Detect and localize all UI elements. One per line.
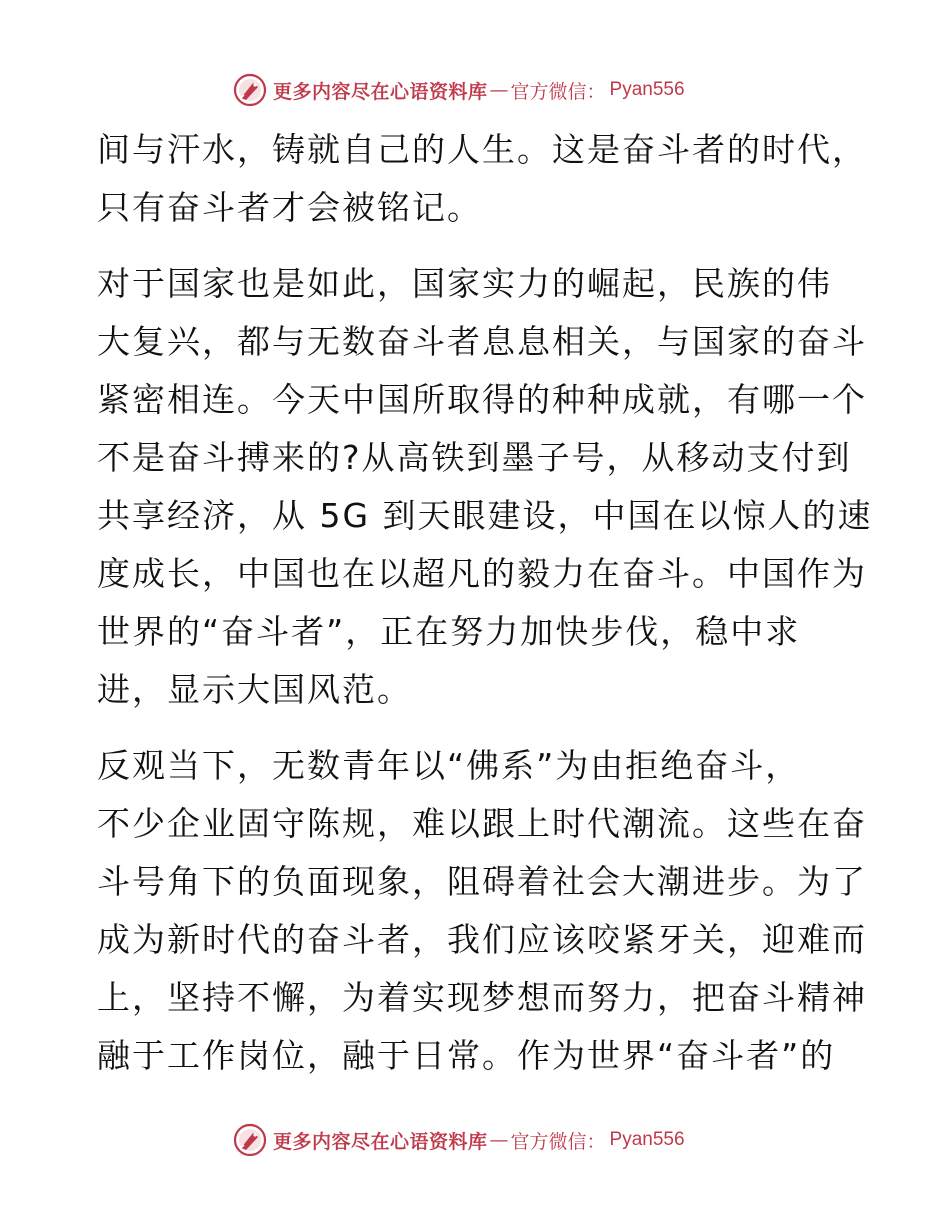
header-banner bbox=[233, 72, 685, 108]
text-line: 斗号角下的负面现象，阻碍着社会大潮进步。为了 bbox=[97, 862, 867, 901]
pen-nib-logo-icon bbox=[233, 1123, 267, 1157]
text-line: 不是奋斗搏来的?从高铁到墨子号，从移动支付到 bbox=[97, 438, 852, 477]
text-line: 共享经济，从 5G 到天眼建设，中国在以惊人的速 bbox=[97, 496, 873, 535]
paragraph bbox=[97, 255, 873, 719]
paragraph bbox=[97, 121, 867, 237]
text-line: 间与汗水，铸就自己的人生。这是奋斗者的时代， bbox=[97, 130, 867, 169]
text-line: 融于工作岗位，融于日常。作为世界“奋斗者”的 bbox=[97, 1036, 836, 1075]
text-line: 大复兴，都与无数奋斗者息息相关，与国家的奋斗 bbox=[97, 322, 867, 361]
text-line: 只有奋斗者才会被铭记。 bbox=[97, 188, 482, 227]
text-line: 不少企业固守陈规，难以跟上时代潮流。这些在奋 bbox=[97, 804, 867, 843]
banner-dash: — bbox=[489, 79, 509, 101]
text-line: 紧密相连。今天中国所取得的种种成就，有哪一个 bbox=[97, 380, 867, 419]
document-body bbox=[97, 121, 873, 1085]
text-line: 度成长，中国也在以超凡的毅力在奋斗。中国作为 bbox=[97, 554, 867, 593]
banner-dash: — bbox=[489, 1129, 509, 1151]
wechat-label: 官方微信： bbox=[510, 80, 606, 103]
text-line: 上，坚持不懈，为着实现梦想而努力，把奋斗精神 bbox=[97, 978, 867, 1017]
text-line: 对于国家也是如此，国家实力的崛起，民族的伟 bbox=[97, 264, 832, 303]
text-line: 成为新时代的奋斗者，我们应该咬紧牙关，迎难而 bbox=[97, 920, 867, 959]
wechat-id: Pyan556 bbox=[609, 1129, 685, 1150]
text-line: 进，显示大国风范。 bbox=[97, 670, 412, 709]
paragraph bbox=[97, 737, 867, 1085]
site-name-text: 更多内容尽在心语资料库 bbox=[273, 1130, 488, 1153]
footer-banner bbox=[233, 1122, 685, 1158]
text-line: 世界的“奋斗者”，正在努力加快步伐，稳中求 bbox=[97, 612, 801, 651]
site-name-text: 更多内容尽在心语资料库 bbox=[273, 80, 488, 103]
wechat-label: 官方微信： bbox=[510, 1130, 606, 1153]
text-line: 反观当下，无数青年以“佛系”为由拒绝奋斗， bbox=[97, 746, 801, 785]
pen-nib-logo-icon bbox=[233, 73, 267, 107]
wechat-id: Pyan556 bbox=[609, 79, 685, 100]
